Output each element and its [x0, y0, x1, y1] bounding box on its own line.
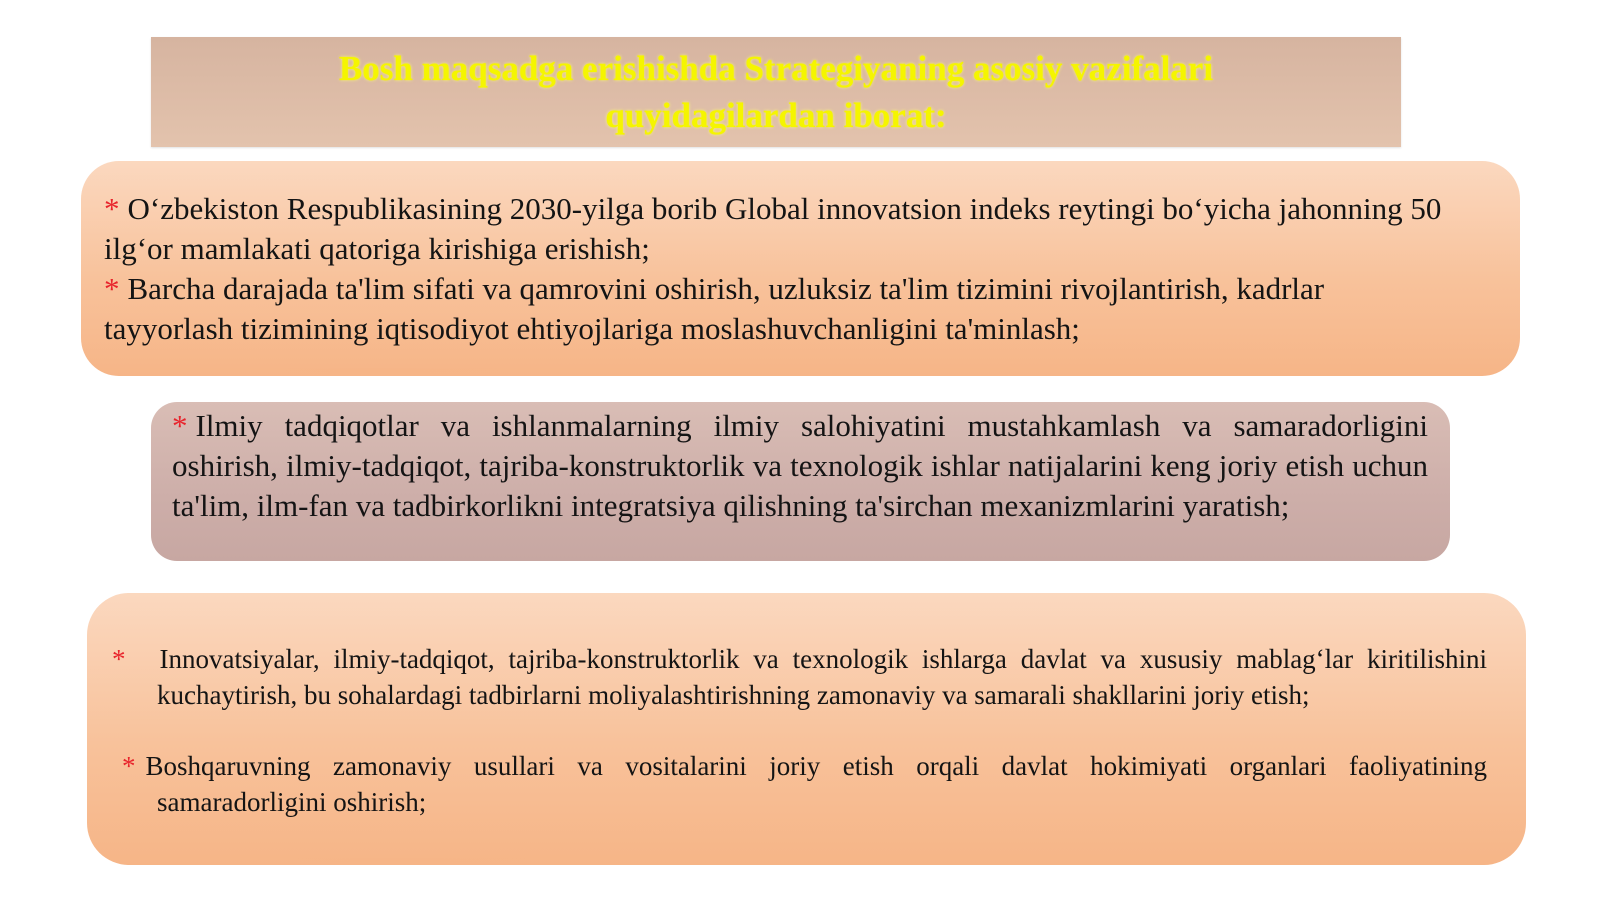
bullet-asterisk: *	[122, 751, 136, 781]
task-text: Barcha darajada ta'lim sifati va qamrovini oshirish, uzluksiz ta'lim tizimini rivojlantirish, kadrlar tayyorlash tizimining iqtisodiyot ehtiyojlariga moslashuvchanligini ta'minlash;	[104, 271, 1325, 346]
task-text: Innovatsiyalar, ilmiy-tadqiqot, tajriba-konstruktorlik va texnologik ishlarga davlat va xususiy mablag‘lar kiritilishini kuchaytirish, bu sohalardagi tadbirlarni moliyalashtirishning zamonaviy va samarali shakllarini joriy etish;	[157, 644, 1487, 710]
task-text: Boshqaruvning zamonaviy usullari va vositalarini joriy etish orqali davlat hokimiyati organlari faoliyatining samaradorligini oshirish;	[145, 751, 1487, 817]
task-item-global-innovation-index	[104, 189, 1450, 269]
task-item-investment	[112, 641, 1487, 713]
slide-title-banner	[151, 37, 1401, 147]
task-box-1	[81, 161, 1520, 376]
task-box-3	[87, 593, 1526, 865]
bullet-asterisk: *	[172, 408, 188, 443]
task-item-scientific-research	[172, 406, 1428, 526]
task-text: O‘zbekiston Respublikasining 2030-yilga borib Global innovatsion indeks reytingi bo‘yicha jahonning 50 ilg‘or mamlakati qatoriga kirishiga erishish;	[104, 191, 1442, 266]
decorative-brush-streak	[170, 368, 670, 374]
task-item-governance	[122, 748, 1487, 820]
task-item-education-quality	[104, 269, 1450, 349]
slide-title-line-1: Bosh maqsadga erishishda Strategiyaning asosiy vazifalari	[338, 49, 1214, 88]
slide-title-line-2: quyidagilardan iborat:	[605, 96, 947, 135]
task-box-2	[151, 402, 1450, 561]
bullet-asterisk: *	[104, 191, 120, 226]
bullet-asterisk: *	[104, 271, 120, 306]
task-text: Ilmiy tadqiqotlar va ishlanmalarning ilmiy salohiyatini mustahkamlash va samaradorligini oshirish, ilmiy-tadqiqot, tajriba-konstruktorlik va texnologik ishlar natijalarini keng joriy etish uchun ta'lim, ilm-fan va tadbirkorlikni integratsiya qilishning ta'sirchan mexanizmlarini yaratish;	[172, 408, 1428, 523]
bullet-asterisk: *	[112, 644, 126, 674]
decorative-brush-streak	[180, 858, 700, 864]
